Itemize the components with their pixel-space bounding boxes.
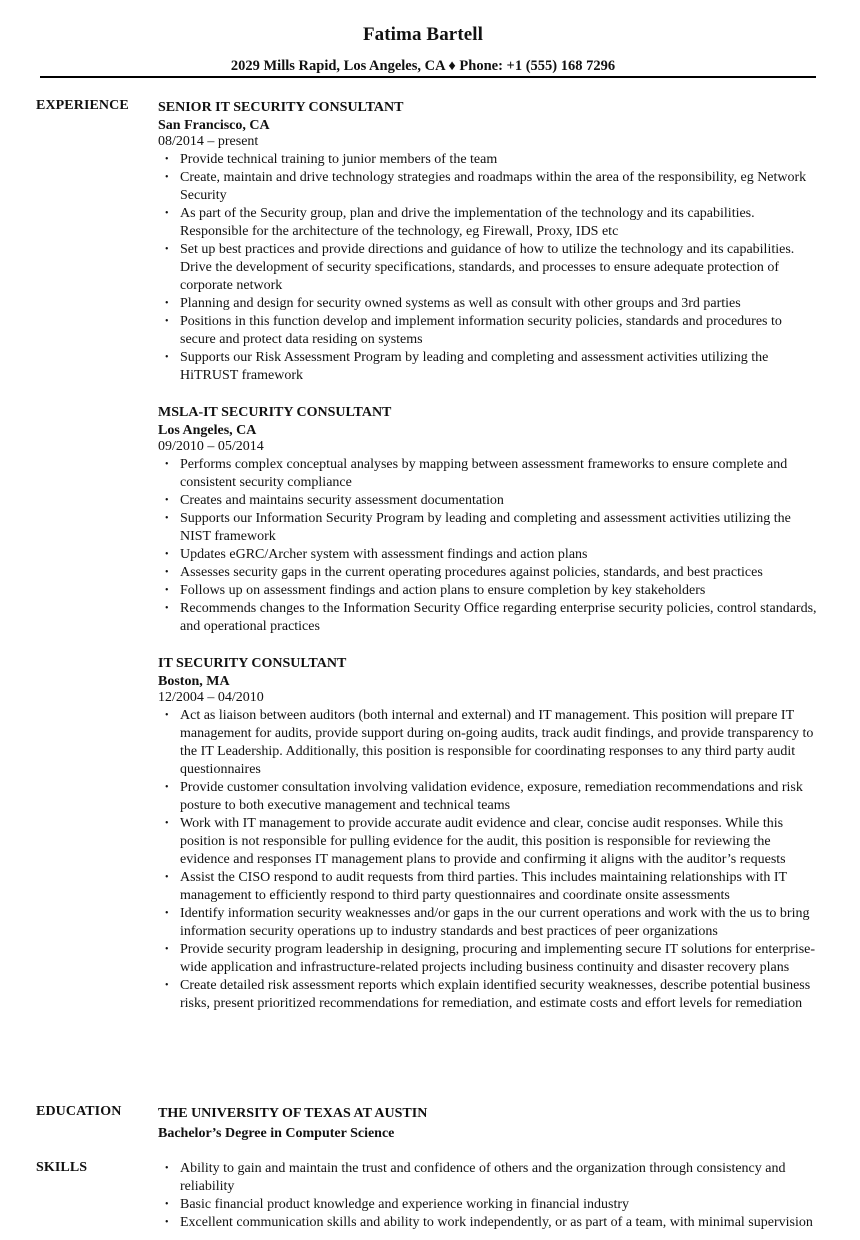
bullet-item <box>158 546 818 564</box>
bullet-icon: • <box>165 298 169 309</box>
job-bullets <box>158 456 818 636</box>
job-entry <box>158 403 818 636</box>
bullet-icon: • <box>165 603 169 614</box>
bullet-icon: • <box>165 782 169 793</box>
bullet-icon: • <box>165 944 169 955</box>
bullet-item <box>158 349 818 385</box>
skills-body <box>158 1160 818 1232</box>
skill-text: Ability to gain and maintain the trust and confidence of others and the organization through consistency and reliability <box>180 1161 786 1194</box>
skill-item <box>158 1214 818 1232</box>
bullet-icon: • <box>165 710 169 721</box>
section-label-skills: SKILLS <box>36 1160 88 1175</box>
bullet-text: Identify information security weaknesses and/or gaps in the our current operations and work with the us to bring information security operations up to industry standards and best practices of peer organizations <box>180 906 810 939</box>
experience-body <box>158 98 818 1031</box>
job-title: IT SECURITY CONSULTANT <box>158 656 347 671</box>
bullet-item <box>158 313 818 349</box>
skill-item <box>158 1196 818 1214</box>
bullet-text: Supports our Risk Assessment Program by leading and completing and assessment activities utilizing the HiTRUST framework <box>180 350 769 383</box>
skill-text: Excellent communication skills and ability to work independently, or as part of a team, with minimal supervision <box>180 1215 813 1230</box>
job-bullets <box>158 151 818 385</box>
bullet-icon: • <box>165 316 169 327</box>
bullet-item <box>158 600 818 636</box>
bullet-text: Create, maintain and drive technology strategies and roadmaps within the area of the responsibility, eg Network Security <box>180 170 807 203</box>
job-title: SENIOR IT SECURITY CONSULTANT <box>158 100 404 115</box>
bullet-icon: • <box>165 495 169 506</box>
bullet-icon: • <box>165 567 169 578</box>
bullet-item <box>158 564 818 582</box>
bullet-text: Follows up on assessment findings and action plans to ensure completion by key stakeholders <box>180 583 706 598</box>
bullet-item <box>158 869 818 905</box>
bullet-icon: • <box>165 1217 169 1228</box>
bullet-text: Updates eGRC/Archer system with assessment findings and action plans <box>180 547 588 562</box>
contact-line: 2029 Mills Rapid, Los Angeles, CA ♦ Phone: +1 (555) 168 7296 <box>230 58 616 74</box>
job-dates: 08/2014 – present <box>158 134 259 149</box>
bullet-item <box>158 456 818 492</box>
bullet-text: Creates and maintains security assessment documentation <box>180 493 504 508</box>
job-title: MSLA-IT SECURITY CONSULTANT <box>158 405 392 420</box>
candidate-name: Fatima Bartell <box>362 24 484 45</box>
job-location: Boston, MA <box>158 674 230 689</box>
bullet-text: Provide security program leadership in designing, procuring and implementing secure IT solutions for enterprise-wide application and infrastructure-related projects including business continuity and disaster recovery plans <box>180 942 816 975</box>
bullet-icon: • <box>165 1163 169 1174</box>
bullet-icon: • <box>165 549 169 560</box>
bullet-text: Assist the CISO respond to audit requests from third parties. This includes maintaining relationships with IT management to efficiently respond to third party questionnaires and coordinate onsite assessments <box>180 870 787 903</box>
bullet-text: Recommends changes to the Information Security Office regarding enterprise security policies, control standards, and operational practices <box>180 601 817 634</box>
bullet-icon: • <box>165 1199 169 1210</box>
bullet-item <box>158 582 818 600</box>
bullet-text: Set up best practices and provide directions and guidance of how to utilize the technology and its capabilities. Drive the development of security specifications, standards, and processes to ensure adequate protection of corporate network <box>180 242 795 293</box>
bullet-item <box>158 779 818 815</box>
bullet-icon: • <box>165 513 169 524</box>
bullet-text: Positions in this function develop and implement information security policies, standards and procedures to secure and protect data residing on systems <box>180 314 782 347</box>
bullet-icon: • <box>165 585 169 596</box>
bullet-item <box>158 205 818 241</box>
bullet-icon: • <box>165 980 169 991</box>
bullet-text: Work with IT management to provide accurate audit evidence and clear, concise audit responses. While this position is not responsible for pulling evidence for the audit, this position is responsible for reviewing the evidence and responses IT management plans to provide and confirming it aligns with the auditor’s requests <box>180 816 786 867</box>
bullet-icon: • <box>165 352 169 363</box>
skill-text: Basic financial product knowledge and experience working in financial industry <box>180 1197 630 1212</box>
bullet-item <box>158 977 818 1013</box>
bullet-icon: • <box>165 244 169 255</box>
job-dates: 09/2010 – 05/2014 <box>158 439 264 454</box>
job-location: San Francisco, CA <box>158 118 270 133</box>
bullet-text: Act as liaison between auditors (both internal and external) and IT management. This position will prepare IT management for audits, provide support during on-going audits, track audit findings, and provide transparency to the IT Leadership. Additionally, this position is responsible for coordinating responses to any third party audit questionnaires <box>180 708 814 777</box>
skill-item <box>158 1160 818 1196</box>
bullet-icon: • <box>165 872 169 883</box>
bullet-item <box>158 151 818 169</box>
skills-list <box>158 1160 818 1232</box>
school-name: THE UNIVERSITY OF TEXAS AT AUSTIN <box>158 1106 428 1121</box>
bullet-text: Create detailed risk assessment reports which explain identified security weaknesses, describe potential business risks, present prioritized recommendations for remediation, and estimate costs and effort levels for remediation <box>180 978 811 1011</box>
bullet-item <box>158 241 818 295</box>
bullet-text: As part of the Security group, plan and drive the implementation of the technology and its capabilities. Responsible for the architecture of the technology, eg Firewall, Proxy, IDS etc <box>180 206 755 239</box>
bullet-item <box>158 510 818 546</box>
degree: Bachelor’s Degree in Computer Science <box>158 1126 395 1141</box>
job-location: Los Angeles, CA <box>158 423 257 438</box>
bullet-icon: • <box>165 154 169 165</box>
job-entry <box>158 98 818 385</box>
bullet-text: Performs complex conceptual analyses by mapping between assessment frameworks to ensure complete and consistent security compliance <box>180 457 788 490</box>
bullet-text: Provide technical training to junior members of the team <box>180 152 498 167</box>
bullet-text: Supports our Information Security Program by leading and completing and assessment activities utilizing the NIST framework <box>180 511 791 544</box>
bullet-item <box>158 905 818 941</box>
bullet-item <box>158 295 818 313</box>
bullet-item <box>158 707 818 779</box>
bullet-item <box>158 492 818 510</box>
job-bullets <box>158 707 818 1013</box>
bullet-text: Provide customer consultation involving validation evidence, exposure, remediation recommendations and risk posture to both executive management and technical teams <box>180 780 803 813</box>
section-label-education: EDUCATION <box>36 1104 122 1119</box>
bullet-item <box>158 815 818 869</box>
bullet-item <box>158 169 818 205</box>
bullet-icon: • <box>165 208 169 219</box>
job-dates: 12/2004 – 04/2010 <box>158 690 264 705</box>
bullet-item <box>158 941 818 977</box>
bullet-icon: • <box>165 818 169 829</box>
bullet-text: Planning and design for security owned systems as well as consult with other groups and 3rd parties <box>180 296 741 311</box>
bullet-icon: • <box>165 908 169 919</box>
bullet-icon: • <box>165 172 169 183</box>
bullet-icon: • <box>165 459 169 470</box>
education-body <box>158 1104 818 1144</box>
header-divider <box>40 76 816 78</box>
job-entry <box>158 654 818 1013</box>
bullet-text: Assesses security gaps in the current operating procedures against policies, standards, and best practices <box>180 565 763 580</box>
section-label-experience: EXPERIENCE <box>36 98 129 113</box>
